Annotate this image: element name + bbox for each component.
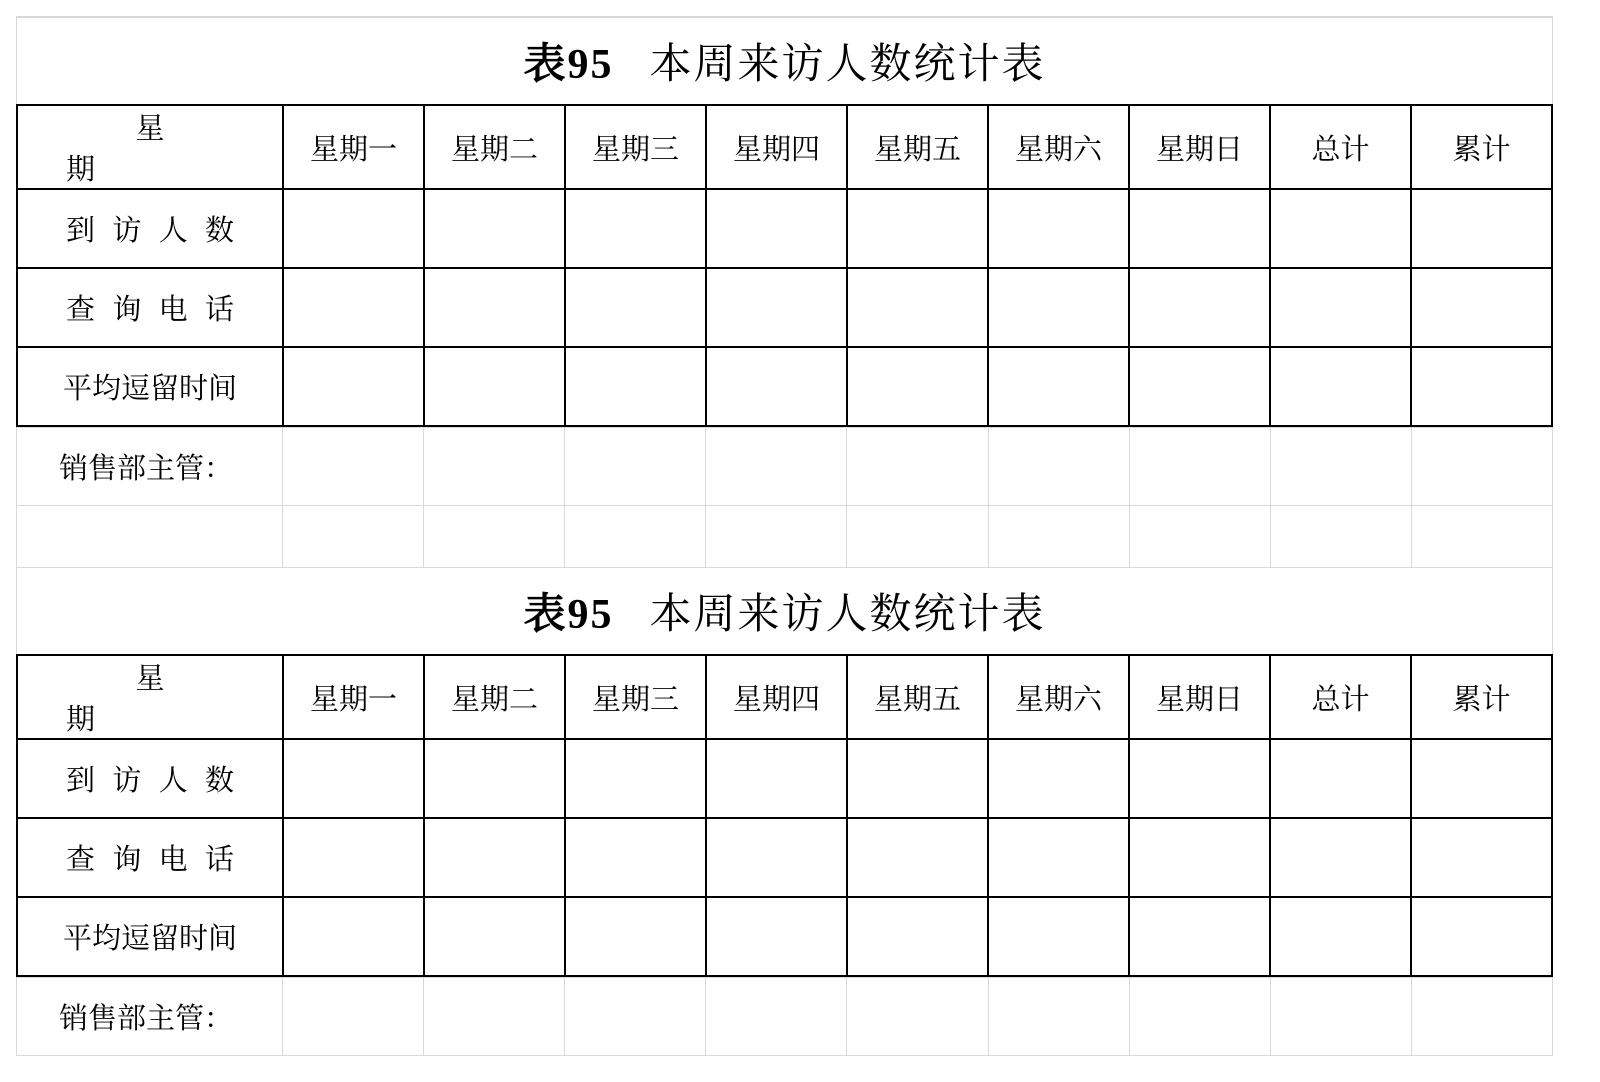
empty-cell[interactable] xyxy=(1129,978,1270,1056)
table-row xyxy=(17,268,1552,347)
row-label-phone-inquiries[interactable]: 查询电话 xyxy=(17,818,283,897)
row-label-visitors[interactable]: 到访人数 xyxy=(17,739,283,818)
empty-cell[interactable] xyxy=(424,978,565,1056)
empty-cell[interactable] xyxy=(283,978,424,1056)
sales-manager-label[interactable]: 销售部主管： xyxy=(17,428,283,506)
table-cell[interactable] xyxy=(1270,189,1411,268)
header-cell-cumulative[interactable]: 累计 xyxy=(1411,655,1552,739)
table-cell[interactable] xyxy=(988,739,1129,818)
visitor-stats-table xyxy=(16,654,1553,977)
table-cell[interactable] xyxy=(847,347,988,426)
empty-cell[interactable] xyxy=(1129,428,1270,506)
table-cell[interactable] xyxy=(424,739,565,818)
footer-grid xyxy=(16,427,1553,568)
table-cell[interactable] xyxy=(706,818,847,897)
header-cell-thu[interactable]: 星期四 xyxy=(706,655,847,739)
header-cell-sat[interactable]: 星期六 xyxy=(988,105,1129,189)
table-cell[interactable] xyxy=(847,897,988,976)
table-cell[interactable] xyxy=(1411,897,1552,976)
table-cell[interactable] xyxy=(988,347,1129,426)
table-cell[interactable] xyxy=(1270,268,1411,347)
table-cell[interactable] xyxy=(565,347,706,426)
table-cell[interactable] xyxy=(424,897,565,976)
header-cell-weekday[interactable]: 星 期 xyxy=(17,105,283,189)
empty-cell[interactable] xyxy=(1270,428,1411,506)
table-cell[interactable] xyxy=(988,897,1129,976)
row-label-avg-stay-time[interactable]: 平均逗留时间 xyxy=(17,347,283,426)
table-cell[interactable] xyxy=(1270,818,1411,897)
header-cell-mon[interactable]: 星期一 xyxy=(283,105,424,189)
table-cell[interactable] xyxy=(847,268,988,347)
table-row xyxy=(17,739,1552,818)
table-cell[interactable] xyxy=(1270,897,1411,976)
spreadsheet xyxy=(16,16,1553,1056)
table-row xyxy=(17,347,1552,426)
table-number: 表95 xyxy=(523,592,614,638)
header-cell-wed[interactable]: 星期三 xyxy=(565,105,706,189)
empty-cell[interactable] xyxy=(706,506,847,568)
table-cell[interactable] xyxy=(283,897,424,976)
header-cell-thu[interactable]: 星期四 xyxy=(706,105,847,189)
empty-cell[interactable] xyxy=(17,506,283,568)
sales-manager-label[interactable]: 销售部主管： xyxy=(17,978,283,1056)
table-cell[interactable] xyxy=(988,268,1129,347)
empty-cell[interactable] xyxy=(283,506,424,568)
table-cell[interactable] xyxy=(565,739,706,818)
header-cell-tue[interactable]: 星期二 xyxy=(424,655,565,739)
table-cell[interactable] xyxy=(283,347,424,426)
table-cell[interactable] xyxy=(1411,189,1552,268)
empty-cell[interactable] xyxy=(706,428,847,506)
table-cell[interactable] xyxy=(424,818,565,897)
table-cell[interactable] xyxy=(1411,268,1552,347)
empty-cell[interactable] xyxy=(847,428,988,506)
table-cell[interactable] xyxy=(1270,347,1411,426)
table-cell[interactable] xyxy=(424,268,565,347)
empty-cell[interactable] xyxy=(988,978,1129,1056)
table-cell[interactable] xyxy=(565,897,706,976)
row-label-phone-inquiries[interactable]: 查询电话 xyxy=(17,268,283,347)
table-cell[interactable] xyxy=(424,347,565,426)
table-cell[interactable] xyxy=(706,739,847,818)
table-cell[interactable] xyxy=(706,189,847,268)
table-cell[interactable] xyxy=(706,897,847,976)
table-cell[interactable] xyxy=(706,268,847,347)
table-cell[interactable] xyxy=(1129,189,1270,268)
empty-cell[interactable] xyxy=(565,428,706,506)
empty-cell[interactable] xyxy=(847,978,988,1056)
empty-cell[interactable] xyxy=(988,506,1129,568)
table-cell[interactable] xyxy=(565,189,706,268)
empty-cell[interactable] xyxy=(847,506,988,568)
table-cell[interactable] xyxy=(565,818,706,897)
table-number: 表95 xyxy=(523,42,614,88)
table-cell[interactable] xyxy=(988,818,1129,897)
header-cell-sat[interactable]: 星期六 xyxy=(988,655,1129,739)
empty-cell[interactable] xyxy=(706,978,847,1056)
table-cell[interactable] xyxy=(988,189,1129,268)
row-label-avg-stay-time[interactable]: 平均逗留时间 xyxy=(17,897,283,976)
table-cell[interactable] xyxy=(283,189,424,268)
header-cell-total[interactable]: 总计 xyxy=(1270,655,1411,739)
header-cell-fri[interactable]: 星期五 xyxy=(847,105,988,189)
table-cell[interactable] xyxy=(1129,268,1270,347)
table-cell[interactable] xyxy=(1411,818,1552,897)
table-cell[interactable] xyxy=(1411,739,1552,818)
header-cell-tue[interactable]: 星期二 xyxy=(424,105,565,189)
table-title-text: 本周来访人数统计表 xyxy=(649,589,1046,638)
table-cell[interactable] xyxy=(847,739,988,818)
table-cell[interactable] xyxy=(706,347,847,426)
header-cell-sun[interactable]: 星期日 xyxy=(1129,105,1270,189)
table-cell[interactable] xyxy=(1411,347,1552,426)
table-cell[interactable] xyxy=(565,268,706,347)
table-cell[interactable] xyxy=(283,739,424,818)
table-cell[interactable] xyxy=(1129,347,1270,426)
header-cell-fri[interactable]: 星期五 xyxy=(847,655,988,739)
table-row xyxy=(17,818,1552,897)
table-cell[interactable] xyxy=(424,189,565,268)
table-cell[interactable] xyxy=(1129,739,1270,818)
header-row xyxy=(17,105,1552,189)
empty-cell[interactable] xyxy=(565,978,706,1056)
table-title xyxy=(16,18,1553,104)
table-title-text: 本周来访人数统计表 xyxy=(649,39,1046,88)
empty-cell[interactable] xyxy=(1270,978,1411,1056)
empty-cell[interactable] xyxy=(283,428,424,506)
empty-cell[interactable] xyxy=(565,506,706,568)
header-cell-weekday[interactable]: 星 期 xyxy=(17,655,283,739)
table-row xyxy=(17,189,1552,268)
empty-cell[interactable] xyxy=(1411,506,1552,568)
empty-cell[interactable] xyxy=(1270,506,1411,568)
empty-cell[interactable] xyxy=(1129,506,1270,568)
empty-cell[interactable] xyxy=(424,428,565,506)
table-cell[interactable] xyxy=(283,818,424,897)
empty-cell[interactable] xyxy=(1411,428,1552,506)
header-cell-mon[interactable]: 星期一 xyxy=(283,655,424,739)
table-row xyxy=(17,897,1552,976)
table-cell[interactable] xyxy=(847,189,988,268)
footer-grid xyxy=(16,977,1553,1056)
table-cell[interactable] xyxy=(1270,739,1411,818)
header-row xyxy=(17,655,1552,739)
table-cell[interactable] xyxy=(283,268,424,347)
header-cell-sun[interactable]: 星期日 xyxy=(1129,655,1270,739)
spacer-row xyxy=(17,506,1553,568)
visitor-stats-table xyxy=(16,104,1553,427)
row-label-visitors[interactable]: 到访人数 xyxy=(17,189,283,268)
footer-row xyxy=(17,428,1553,506)
table-cell[interactable] xyxy=(847,818,988,897)
footer-row xyxy=(17,978,1553,1056)
header-cell-cumulative[interactable]: 累计 xyxy=(1411,105,1552,189)
header-cell-wed[interactable]: 星期三 xyxy=(565,655,706,739)
empty-cell[interactable] xyxy=(988,428,1129,506)
table-cell[interactable] xyxy=(1129,897,1270,976)
empty-cell[interactable] xyxy=(424,506,565,568)
table-cell[interactable] xyxy=(1129,818,1270,897)
header-cell-total[interactable]: 总计 xyxy=(1270,105,1411,189)
table-title xyxy=(16,568,1553,654)
empty-cell[interactable] xyxy=(1411,978,1552,1056)
